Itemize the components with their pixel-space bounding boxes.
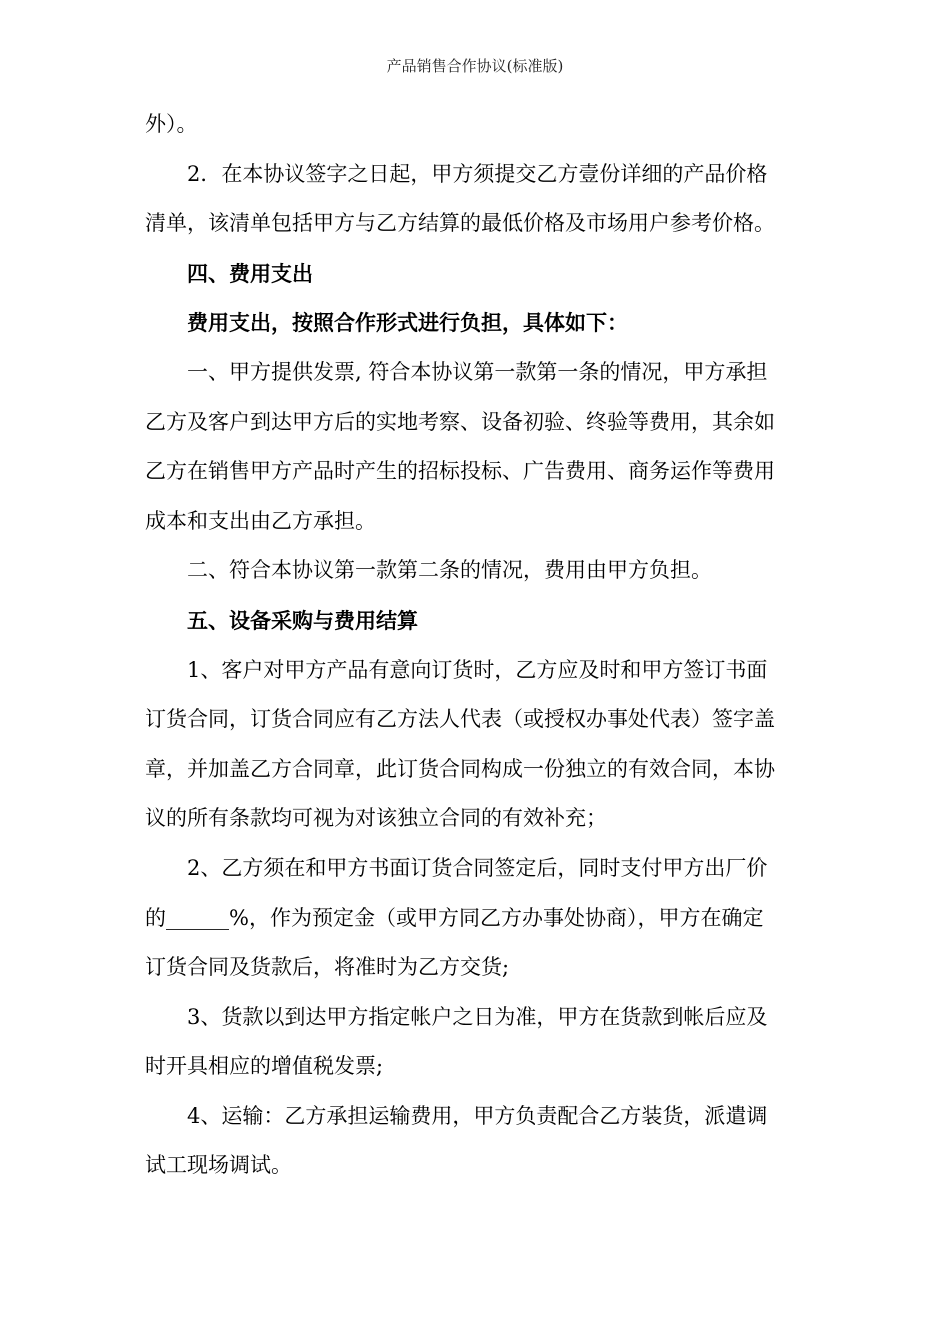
text-line: 试工现场调试。 [145,1153,292,1178]
page-header: 产品销售合作协议(标准版) [386,57,564,75]
text-line: 议的所有条款均可视为对该独立合同的有效补充； [145,806,607,831]
text-line: 一、甲方提供发票, 符合本协议第一款第一条的情况，甲方承担 [187,359,768,384]
text-line: 清单，该清单包括甲方与乙方结算的最低价格及市场用户参考价格。 [145,211,775,236]
text-line: 二、符合本协议第一款第二条的情况，费用由甲方负担。 [187,558,712,583]
section-subheading: 费用支出，按照合作形式进行负担，具体如下： [187,310,628,336]
text-line: 1、客户对甲方产品有意向订货时，乙方应及时和甲方签订书面 [187,657,768,682]
section-heading: 五、设备采购与费用结算 [187,607,418,633]
text-line: 时开具相应的增值税发票; [145,1054,384,1079]
text-line: 乙方及客户到达甲方后的实地考察、设备初验、终验等费用，其余如 [145,409,775,434]
text-line: 2、乙方须在和甲方书面订货合同签定后，同时支付甲方出厂价 [187,855,768,880]
text-line: 4、运输：乙方承担运输费用，甲方负责配合乙方装货，派遣调 [187,1103,768,1128]
text-line: 订货合同及货款后，将准时为乙方交货; [145,955,510,980]
text-line: 成本和支出由乙方承担。 [145,508,376,533]
text-line: 的______%，作为预定金（或甲方同乙方办事处协商），甲方在确定 [145,905,764,930]
text-line: 订货合同，订货合同应有乙方法人代表（或授权办事处代表）签字盖 [145,707,775,732]
text-line: 乙方在销售甲方产品时产生的招标投标、广告费用、商务运作等费用 [145,459,775,484]
text-line: 2．在本协议签字之日起，甲方须提交乙方壹份详细的产品价格 [187,161,768,186]
document-body [145,100,817,1191]
section-heading: 四、费用支出 [187,260,313,286]
text-line: 外）。 [145,112,198,136]
text-line: 章，并加盖乙方合同章，此订货合同构成一份独立的有效合同，本协 [145,756,775,781]
text-line: 3、货款以到达甲方指定帐户之日为准，甲方在货款到帐后应及 [187,1004,768,1029]
